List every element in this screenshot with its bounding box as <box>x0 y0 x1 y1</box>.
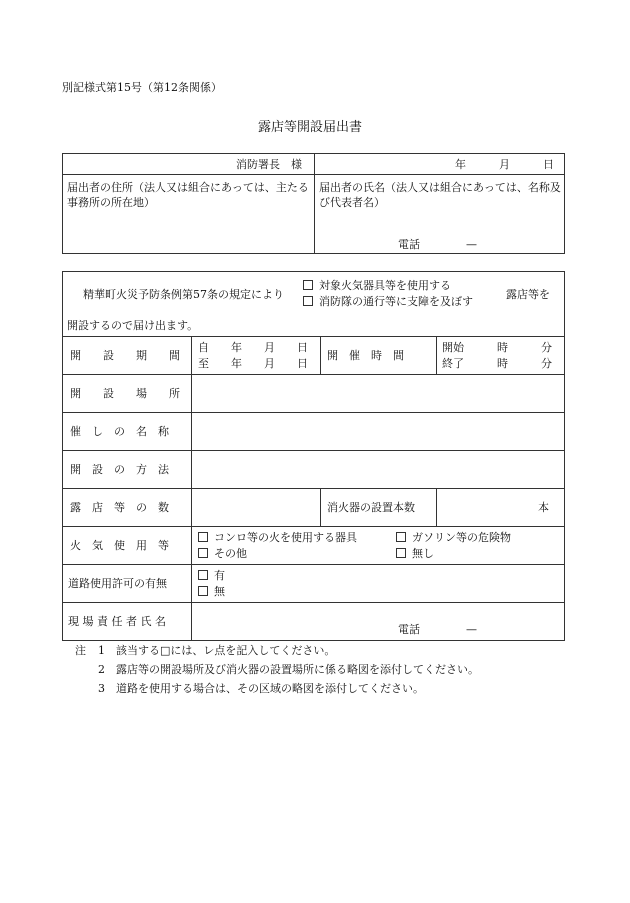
fire-option-stove <box>198 532 357 543</box>
hours-label: 開 催 時 間 <box>327 349 404 362</box>
intro-option1-label: 対象火気器具等を使用する <box>319 279 451 292</box>
period-to: 至 年 月 日 <box>198 357 308 370</box>
fire-option-gasoline <box>396 532 511 543</box>
fire-option3-label: その他 <box>214 547 247 560</box>
note-2-number: 2 <box>98 663 105 676</box>
notifier-address-label: 届出者の住所（法人又は組合にあっては、主たる事務所の所在地） <box>67 181 309 209</box>
fire-use-label: 火 気 使 用 等 <box>70 539 169 552</box>
note-1: 該当する□には、レ点を記入してください。 <box>116 644 336 657</box>
form-number: 別記様式第15号（第12条関係） <box>62 81 222 94</box>
page-title: 露店等開設届出書 <box>258 120 363 135</box>
hours-column-border-right <box>436 336 437 375</box>
table2-bottom-border <box>62 640 565 641</box>
row-divider-4 <box>62 450 565 451</box>
row-divider-8 <box>62 602 565 603</box>
table1-left-border <box>62 153 63 254</box>
intro-tail: 露店等を <box>506 288 550 301</box>
hours-start: 開始 時 分 <box>442 341 552 354</box>
extinguisher-column-border-left <box>320 488 321 527</box>
stall-count-label: 露 店 等 の 数 <box>70 501 169 514</box>
note-1-number: 1 <box>98 644 105 657</box>
note-3: 道路を使用する場合は、その区域の略図を添付してください。 <box>116 682 424 695</box>
manager-phone-label: 電話 <box>398 623 420 636</box>
note-2: 露店等の開設場所及び消火器の設置場所に係る略図を添付してください。 <box>116 663 479 676</box>
period-label: 開 設 期 間 <box>70 349 180 362</box>
table2-right-border <box>564 271 565 641</box>
manager-phone-dash: — <box>466 623 477 636</box>
label-column-border <box>191 336 192 641</box>
road-option-yes <box>198 570 225 581</box>
extinguisher-label: 消火器の設置本数 <box>327 501 415 514</box>
extinguisher-column-border-right <box>436 488 437 527</box>
checkbox-icon[interactable] <box>198 532 208 542</box>
road-option1-label: 有 <box>214 569 225 582</box>
table2-top-border <box>62 271 565 272</box>
notifier-phone-dash: — <box>466 238 477 251</box>
intro-option-obstruction <box>303 296 473 307</box>
hours-column-border-left <box>320 336 321 375</box>
road-permit-label: 道路使用許可の有無 <box>68 577 167 590</box>
place-label: 開 設 場 所 <box>70 387 180 400</box>
extinguisher-unit: 本 <box>538 501 549 514</box>
row-divider-5 <box>62 488 565 489</box>
period-from: 自 年 月 日 <box>198 341 308 354</box>
road-option-no <box>198 586 225 597</box>
notifier-phone-label: 電話 <box>398 238 420 251</box>
addressee: 消防署長 様 <box>236 158 302 171</box>
intro-lead: 精華町火災予防条例第57条の規定により <box>83 288 284 301</box>
checkbox-icon[interactable] <box>198 570 208 580</box>
table2-left-border <box>62 271 63 641</box>
row-divider-1 <box>62 336 565 337</box>
fire-option1-label: コンロ等の火を使用する器具 <box>214 531 357 544</box>
note-3-number: 3 <box>98 682 105 695</box>
notes-prefix: 注 <box>75 644 86 657</box>
submission-date: 年 月 日 <box>455 158 554 171</box>
hours-end: 終了 時 分 <box>442 357 552 370</box>
fire-option4-label: 無し <box>412 547 434 560</box>
intro-option-fire-equipment <box>303 280 451 291</box>
row-divider-6 <box>62 526 565 527</box>
row-divider-2 <box>62 374 565 375</box>
table1-right-border <box>564 153 565 254</box>
checkbox-icon[interactable] <box>303 296 313 306</box>
road-option2-label: 無 <box>214 585 225 598</box>
row-divider-3 <box>62 412 565 413</box>
fire-option2-label: ガソリン等の危険物 <box>412 531 511 544</box>
checkbox-icon[interactable] <box>396 548 406 558</box>
checkbox-icon[interactable] <box>303 280 313 290</box>
row-divider-7 <box>62 564 565 565</box>
intro-option2-label: 消防隊の通行等に支障を及ぼす <box>319 295 473 308</box>
fire-option-other <box>198 548 247 559</box>
method-label: 開 設 の 方 法 <box>70 463 169 476</box>
checkbox-icon[interactable] <box>198 586 208 596</box>
checkbox-icon[interactable] <box>198 548 208 558</box>
notifier-name-label: 届出者の氏名（法人又は組合にあっては、名称及び代表者名） <box>319 181 561 209</box>
manager-label: 現 場 責 任 者 氏 名 <box>68 615 166 628</box>
checkbox-icon[interactable] <box>396 532 406 542</box>
intro-line2: 開設するので届け出ます。 <box>67 319 199 332</box>
table1-center-border <box>314 153 315 254</box>
fire-option-none <box>396 548 434 559</box>
event-name-label: 催 し の 名 称 <box>70 425 169 438</box>
